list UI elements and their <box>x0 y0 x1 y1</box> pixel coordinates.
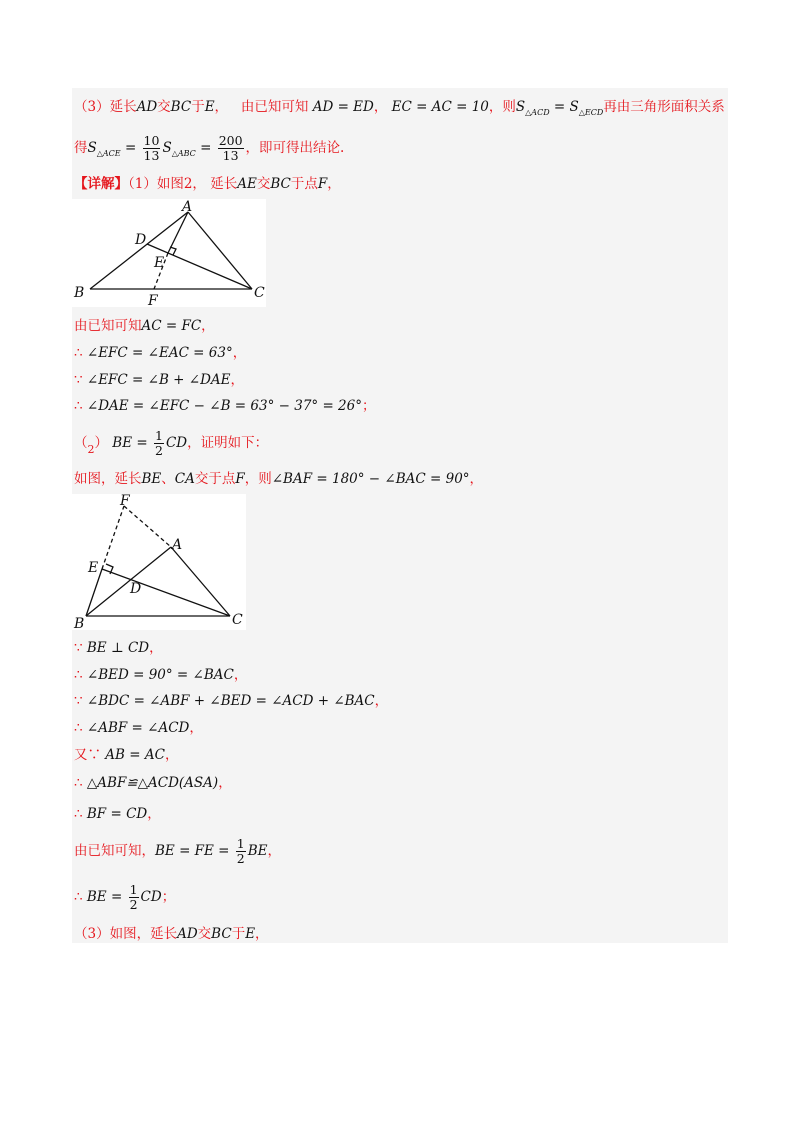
proof2-line5: 又∵ AB = AC， <box>74 747 179 763</box>
part3-intro-line: （3）延长AD交BC于E， 由已知可知 AD = ED， EC = AC = 10，则$S_{\triangle ACD} = S_{\triangle ECD}$再由三角形面积关系 <box>74 99 725 117</box>
label-b: B <box>74 616 85 630</box>
part3-line: （3）如图，延长AD交BC于E， <box>74 926 269 942</box>
label-a: A <box>172 537 183 553</box>
proof2-line7: ∴ BF = CD， <box>74 806 161 822</box>
proof2-line9: ∴ BE = $\frac{1}{2}$ CD； <box>74 882 176 912</box>
label-f: F <box>120 494 130 509</box>
label-a: A <box>182 199 193 215</box>
detail-tag: 【详解】 <box>74 176 128 192</box>
fraction: $\frac{10}{13}$ <box>143 133 160 163</box>
proof2-line1: ∵ BE ⊥ CD， <box>74 640 163 656</box>
proof2-line3: ∵ ∠BDC = ∠ABF + ∠BED = ∠ACD + ∠BAC， <box>74 693 389 709</box>
figure-2 <box>72 494 246 630</box>
fraction: $\frac{200}{13}$ <box>218 133 243 163</box>
fraction: $\frac{1}{2}$ <box>154 428 163 458</box>
label-f: F <box>148 293 158 307</box>
fraction: $\frac{1}{2}$ <box>129 882 138 912</box>
part2-heading: $(_2)$ BE = $\frac{1}{2}$ CD，证明如下： <box>74 428 269 458</box>
proof2-line8: 由已知可知，BE = FE = $\frac{1}{2}$ BE， <box>74 836 282 866</box>
solve1-line3: ∵ ∠EFC = ∠B + ∠DAE， <box>74 372 245 388</box>
label-c: C <box>254 285 265 301</box>
label-e: E <box>154 255 165 271</box>
solve1-line1: 由已知可知AC = FC， <box>74 318 215 334</box>
figure-1 <box>72 199 266 307</box>
detail-heading: 【详解】（1）如图2， 延长AE交BC于点F， <box>74 176 341 192</box>
label-b: B <box>74 285 85 301</box>
label-d: D <box>135 232 147 248</box>
proof2-line2: ∴ ∠BED = 90° = ∠BAC， <box>74 667 248 683</box>
part3-result-line: 得$S_{\triangle ACE}$ = $\frac{10}{13}$ $S_{\triangle ABC}$ = $\frac{200}{13}$ ，即可得出结论. <box>74 133 345 163</box>
label-c: C <box>232 612 243 628</box>
proof2-line4: ∴ ∠ABF = ∠ACD， <box>74 720 203 736</box>
part2-extend-line: 如图，延长BE、CA交于点F，则∠BAF = 180° − ∠BAC = 90°， <box>74 471 484 487</box>
label-d: D <box>130 581 142 597</box>
proof2-line6: ∴ △ABF≌△ACD(ASA)， <box>74 775 232 791</box>
fraction: $\frac{1}{2}$ <box>236 836 245 866</box>
label-e: E <box>88 560 99 576</box>
solve1-line4: ∴ ∠DAE = ∠EFC − ∠B = 63° − 37° = 26°； <box>74 398 376 414</box>
solve1-line2: ∴ ∠EFC = ∠EAC = 63°， <box>74 345 247 361</box>
